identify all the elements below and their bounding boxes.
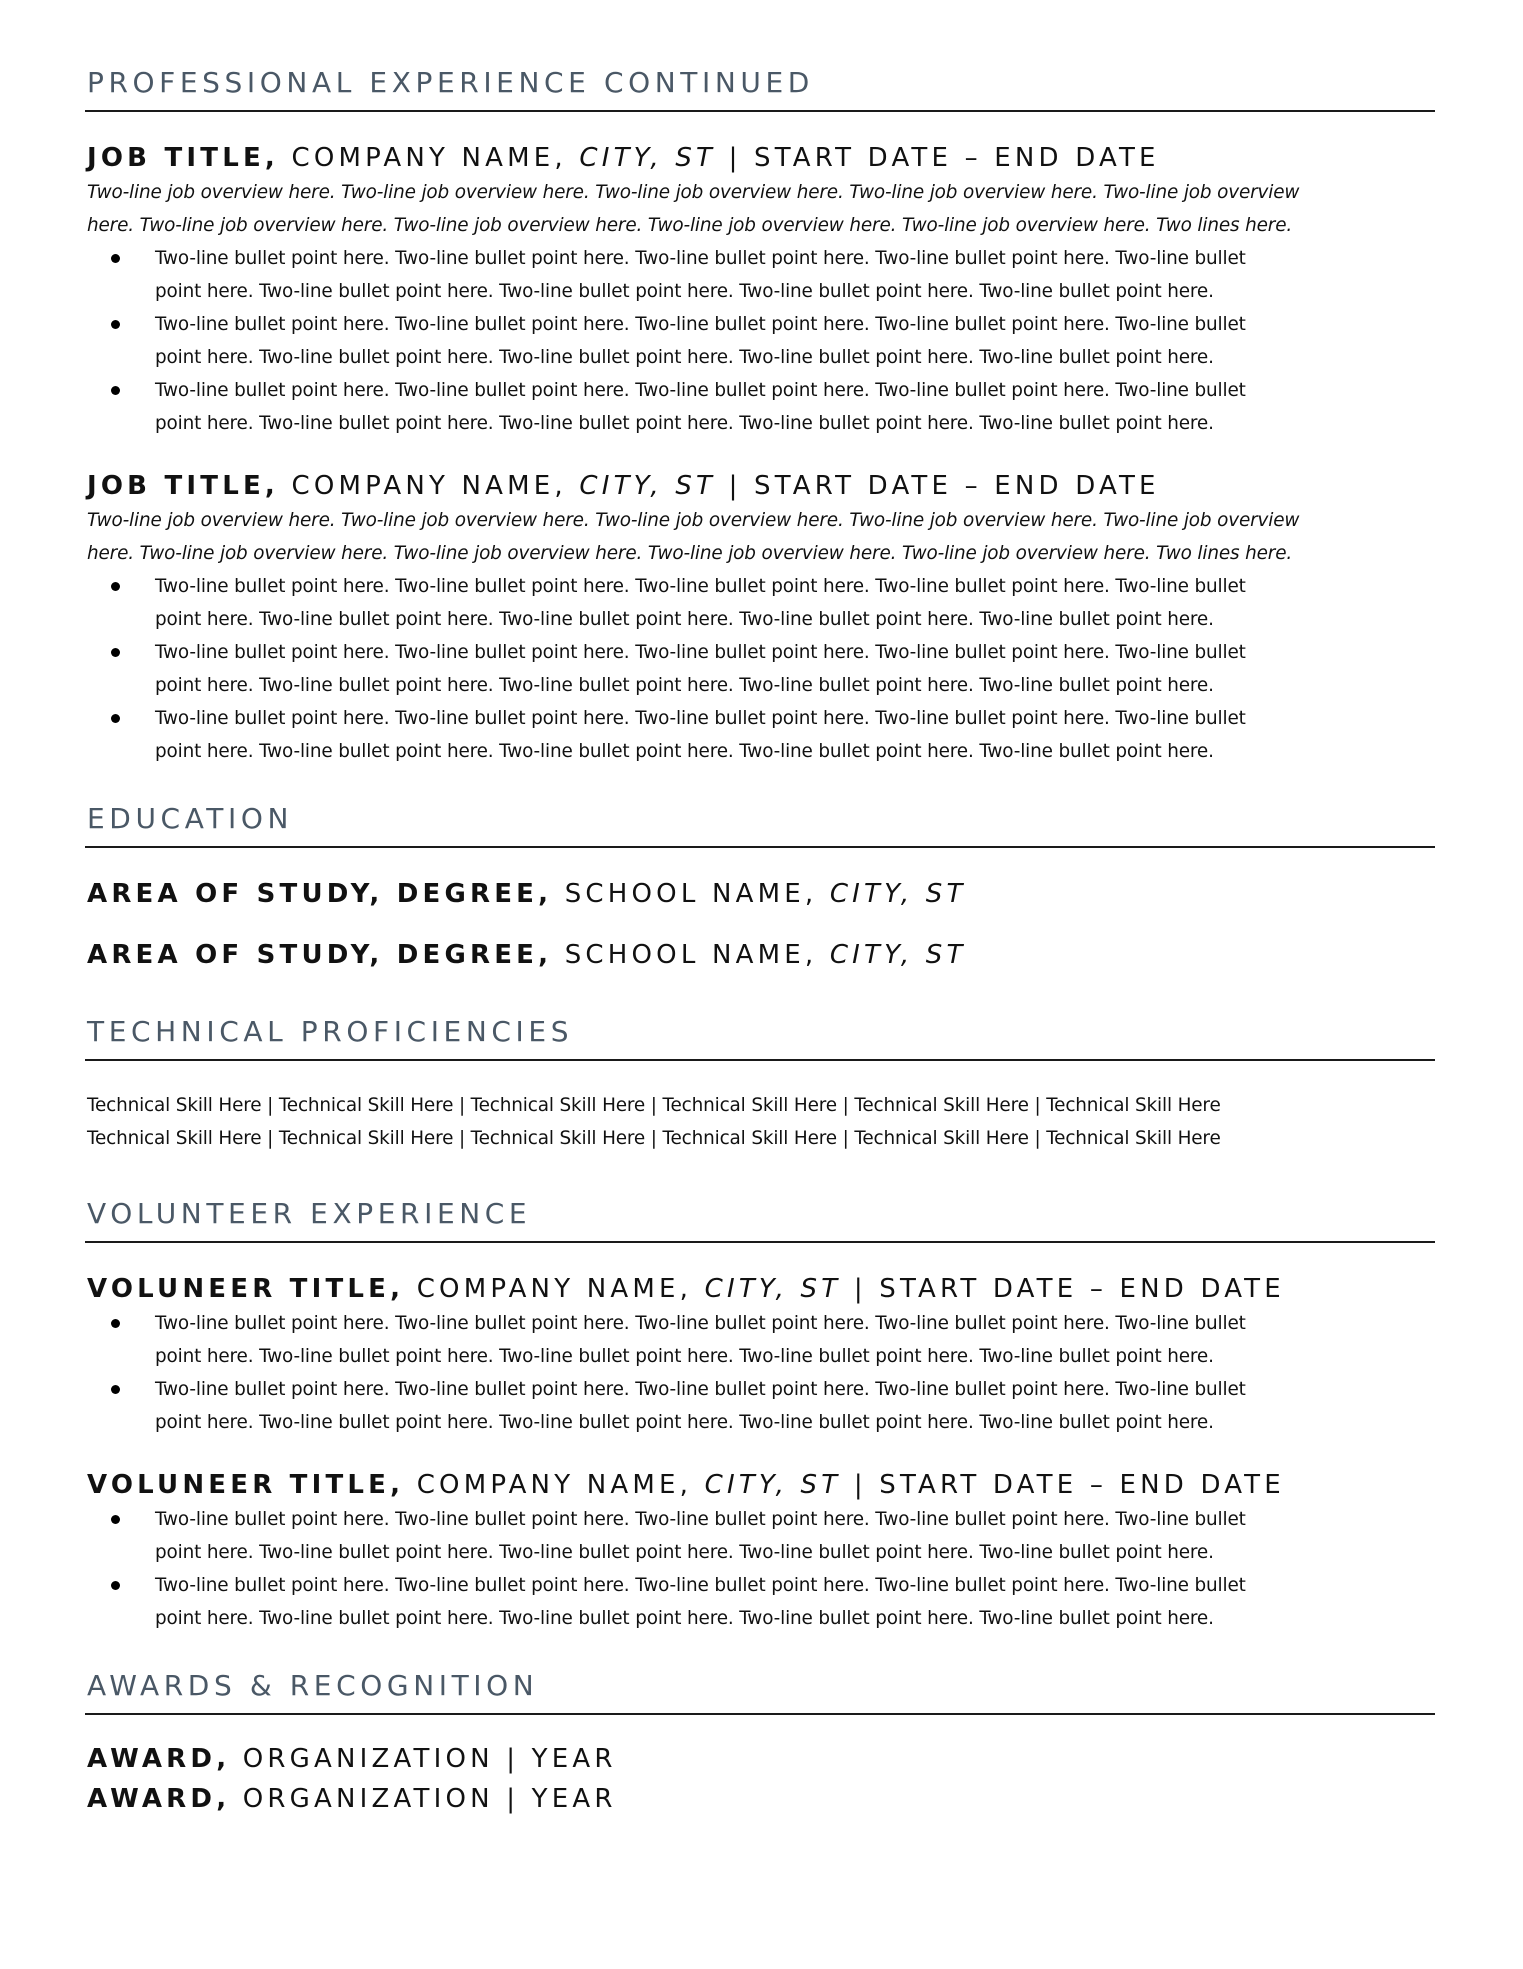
skills-list: [85, 1089, 1435, 1155]
section-header-experience: PROFESSIONAL EXPERIENCE CONTINUED: [85, 62, 1435, 112]
bullet-item: [85, 1503, 1435, 1569]
job-overview-line: Two-line job overview here. Two-line job overview here. Two-line job overview here. Two-line job overview here. Two-line job overview: [87, 510, 1300, 531]
job-heading: [85, 468, 1435, 504]
skills-line: Technical Skill Here | Technical Skill Here | Technical Skill Here | Technical Skill Here | Technical Skill Here | Technical Skill Here: [87, 1128, 1221, 1149]
job-title: JOB TITLE,: [87, 471, 279, 501]
bullet-item: [85, 636, 1435, 702]
volunteer-bullets: [85, 1307, 1435, 1439]
bullet-item: [85, 374, 1435, 440]
education-entry: [85, 876, 1435, 912]
bullet-line: point here. Two-line bullet point here. Two-line bullet point here. Two-line bullet point here. Two-line bullet point here.: [155, 413, 1214, 434]
bullet-item: [85, 1307, 1435, 1373]
section-header-volunteer: VOLUNTEER EXPERIENCE: [85, 1193, 1435, 1243]
bullet-line: point here. Two-line bullet point here. Two-line bullet point here. Two-line bullet point here. Two-line bullet point here.: [155, 347, 1214, 368]
job-overview: [85, 176, 1435, 242]
bullet-line: point here. Two-line bullet point here. Two-line bullet point here. Two-line bullet point here. Two-line bullet point here.: [155, 281, 1214, 302]
bullet-dot-icon: [111, 1385, 120, 1394]
section-header-awards: AWARDS & RECOGNITION: [85, 1665, 1435, 1715]
company-name: COMPANY NAME,: [416, 1274, 693, 1304]
bullet-line: point here. Two-line bullet point here. Two-line bullet point here. Two-line bullet point here. Two-line bullet point here.: [155, 675, 1214, 696]
bullet-item: [85, 702, 1435, 768]
school-name: SCHOOL NAME,: [564, 940, 818, 970]
bullet-dot-icon: [111, 582, 120, 591]
volunteer-location: CITY, ST: [704, 1470, 842, 1500]
bullet-line: Two-line bullet point here. Two-line bullet point here. Two-line bullet point here. Two-line bullet point here. Two-line bullet: [155, 576, 1246, 597]
bullet-dot-icon: [111, 320, 120, 329]
bullet-line: point here. Two-line bullet point here. Two-line bullet point here. Two-line bullet point here. Two-line bullet point here.: [155, 1412, 1214, 1433]
bullet-line: point here. Two-line bullet point here. Two-line bullet point here. Two-line bullet point here. Two-line bullet point here.: [155, 741, 1214, 762]
bullet-line: Two-line bullet point here. Two-line bullet point here. Two-line bullet point here. Two-line bullet point here. Two-line bullet: [155, 1575, 1246, 1596]
bullet-dot-icon: [111, 254, 120, 263]
volunteer-title: VOLUNEER TITLE,: [87, 1274, 405, 1304]
bullet-line: Two-line bullet point here. Two-line bullet point here. Two-line bullet point here. Two-line bullet point here. Two-line bullet: [155, 248, 1246, 269]
section-header-technical: TECHNICAL PROFICIENCIES: [85, 1011, 1435, 1061]
bullet-dot-icon: [111, 1515, 120, 1524]
award-organization: ORGANIZATION | YEAR: [242, 1784, 617, 1814]
job-location: CITY, ST: [579, 143, 717, 173]
bullet-item: [85, 1373, 1435, 1439]
company-name: COMPANY NAME,: [416, 1470, 693, 1500]
bullet-line: Two-line bullet point here. Two-line bullet point here. Two-line bullet point here. Two-line bullet point here. Two-line bullet: [155, 1379, 1246, 1400]
section-header-education: EDUCATION: [85, 798, 1435, 848]
job-bullets: [85, 242, 1435, 440]
volunteer-heading: [85, 1467, 1435, 1503]
school-location: CITY, ST: [829, 940, 967, 970]
job-overview-line: here. Two-line job overview here. Two-line job overview here. Two-line job overview here. Two-line job overview here. Two lines here.: [87, 543, 1293, 564]
bullet-line: Two-line bullet point here. Two-line bullet point here. Two-line bullet point here. Two-line bullet point here. Two-line bullet: [155, 1509, 1246, 1530]
award-organization: ORGANIZATION | YEAR: [242, 1744, 617, 1774]
job-dates: | START DATE – END DATE: [728, 471, 1160, 501]
volunteer-location: CITY, ST: [704, 1274, 842, 1304]
award-name: AWARD,: [87, 1784, 231, 1814]
bullet-dot-icon: [111, 1319, 120, 1328]
bullet-dot-icon: [111, 714, 120, 723]
award-entry: [85, 1741, 1435, 1777]
job-overview: [85, 504, 1435, 570]
bullet-line: Two-line bullet point here. Two-line bullet point here. Two-line bullet point here. Two-line bullet point here. Two-line bullet: [155, 314, 1246, 335]
bullet-line: Two-line bullet point here. Two-line bullet point here. Two-line bullet point here. Two-line bullet point here. Two-line bullet: [155, 642, 1246, 663]
education-entry: [85, 937, 1435, 973]
bullet-line: point here. Two-line bullet point here. Two-line bullet point here. Two-line bullet point here. Two-line bullet point here.: [155, 1542, 1214, 1563]
bullet-line: Two-line bullet point here. Two-line bullet point here. Two-line bullet point here. Two-line bullet point here. Two-line bullet: [155, 380, 1246, 401]
bullet-line: point here. Two-line bullet point here. Two-line bullet point here. Two-line bullet point here. Two-line bullet point here.: [155, 1608, 1214, 1629]
volunteer-title: VOLUNEER TITLE,: [87, 1470, 405, 1500]
volunteer-entry: [85, 1271, 1435, 1439]
bullet-dot-icon: [111, 648, 120, 657]
bullet-item: [85, 242, 1435, 308]
company-name: COMPANY NAME,: [291, 143, 567, 173]
volunteer-dates: | START DATE – END DATE: [853, 1274, 1285, 1304]
job-heading: [85, 140, 1435, 176]
bullet-dot-icon: [111, 1581, 120, 1590]
job-title: JOB TITLE,: [87, 143, 279, 173]
skills-line: Technical Skill Here | Technical Skill Here | Technical Skill Here | Technical Skill Here | Technical Skill Here | Technical Skill Here: [87, 1095, 1221, 1116]
company-name: COMPANY NAME,: [291, 471, 567, 501]
education-degree: AREA OF STUDY, DEGREE,: [87, 940, 553, 970]
bullet-dot-icon: [111, 386, 120, 395]
volunteer-dates: | START DATE – END DATE: [853, 1470, 1285, 1500]
volunteer-entry: [85, 1467, 1435, 1635]
job-bullets: [85, 570, 1435, 768]
bullet-line: point here. Two-line bullet point here. Two-line bullet point here. Two-line bullet point here. Two-line bullet point here.: [155, 1346, 1214, 1367]
bullet-line: Two-line bullet point here. Two-line bullet point here. Two-line bullet point here. Two-line bullet point here. Two-line bullet: [155, 1313, 1246, 1334]
bullet-item: [85, 308, 1435, 374]
education-degree: AREA OF STUDY, DEGREE,: [87, 879, 553, 909]
volunteer-heading: [85, 1271, 1435, 1307]
school-location: CITY, ST: [829, 879, 967, 909]
job-location: CITY, ST: [579, 471, 717, 501]
school-name: SCHOOL NAME,: [564, 879, 818, 909]
bullet-item: [85, 1569, 1435, 1635]
bullet-line: Two-line bullet point here. Two-line bullet point here. Two-line bullet point here. Two-line bullet point here. Two-line bullet: [155, 708, 1246, 729]
job-dates: | START DATE – END DATE: [728, 143, 1160, 173]
bullet-line: point here. Two-line bullet point here. Two-line bullet point here. Two-line bullet point here. Two-line bullet point here.: [155, 609, 1214, 630]
job-entry: [85, 468, 1435, 768]
resume-page: [85, 62, 1435, 1817]
job-overview-line: Two-line job overview here. Two-line job overview here. Two-line job overview here. Two-line job overview here. Two-line job overview: [87, 182, 1300, 203]
volunteer-bullets: [85, 1503, 1435, 1635]
job-overview-line: here. Two-line job overview here. Two-line job overview here. Two-line job overview here. Two-line job overview here. Two lines here.: [87, 215, 1293, 236]
award-entry: [85, 1781, 1435, 1817]
award-name: AWARD,: [87, 1744, 231, 1774]
bullet-item: [85, 570, 1435, 636]
job-entry: [85, 140, 1435, 440]
